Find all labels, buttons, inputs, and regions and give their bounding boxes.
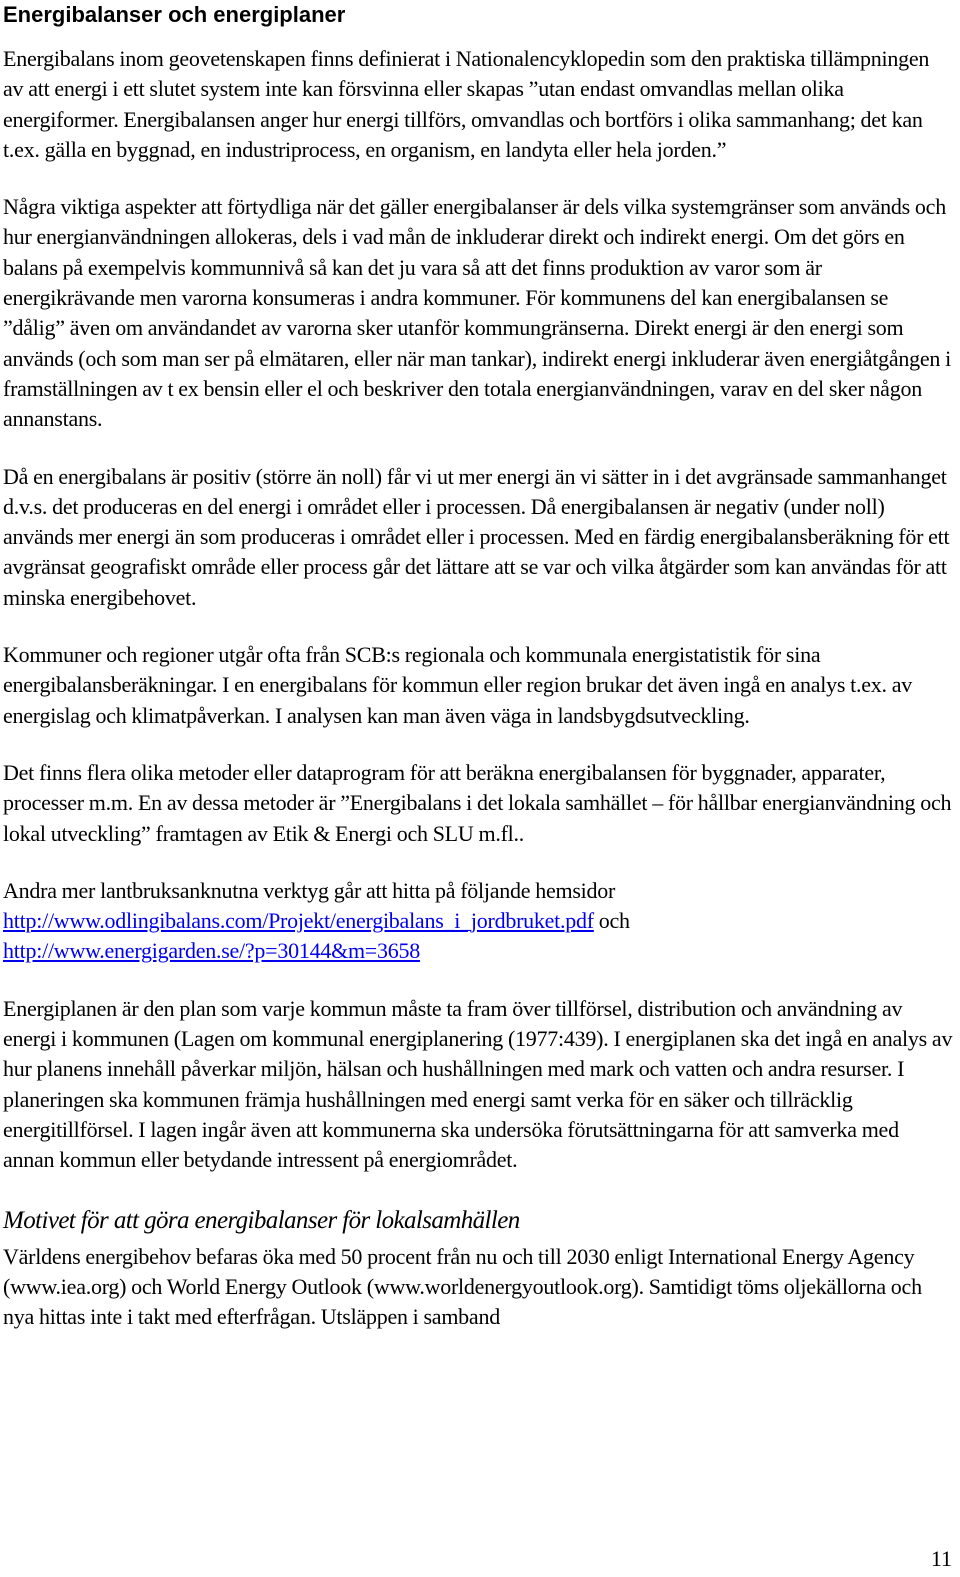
page-title: Energibalanser och energiplaner [3,2,346,27]
paragraph-energiplan: Energiplanen är den plan som varje kommun måste ta fram över tillförsel, distribution och användning av energi i kommunen (Lagen om kommunal energiplanering (1977:439). I energiplanen ska det ingå en analys av hur planens innehåll påverkar miljön, hälsan och hushållningen med mark och vatten och andra resurser. I planeringen ska kommunen främja hushållningen med energi samt verka för en säker och tillräcklig energitillförsel. I lagen ingår även att kommunerna ska undersöka förutsättningarna för att samverka med annan kommun eller betydande intressent på energiområdet. [3,995,953,1173]
link-conjunction: och [593,908,630,934]
document-page [3,0,953,1332]
paragraph-metoder: Det finns flera olika metoder eller dataprogram för att beräkna energibalansen för byggnader, apparater, processer m.m. En av dessa metoder är ”Energibalans i det lokala samhället – för hållbar energianvändning och lokal utveckling” framtagen av Etik & Energi och SLU m.fl.. [3,759,952,846]
paragraph-hemsidor [3,876,953,967]
paragraph-energibehov: Världens energibehov befaras öka med 50 procent från nu och till 2030 enligt International Energy Agency (www.iea.org) och World Energy Outlook (www.worldenergyoutlook.org). Samtidigt töms oljekällorna och nya hittas inte i takt med efterfrågan. Utsläppen i samband [3,1243,922,1330]
hemsidor-intro: Andra mer lantbruksanknutna verktyg går att hitta på följande hemsidor [3,877,616,903]
paragraph-energibalans-definition: Energibalans inom geovetenskapen finns definierat i Nationalencyklopedin som den praktiska tillämpningen av att energi i ett slutet system inte kan försvinna eller skapas ”utan endast omvandlas mellan olika energiformer. Energibalansen anger hur energi tillförs, omvandlas och bortförs i olika sammanhang; det kan t.ex. gälla en byggnad, en industriprocess, en organism, en landyta eller hela jorden.” [3,46,930,162]
link-energigarden[interactable]: http://www.energigarden.se/?p=30144&m=3658 [3,938,420,964]
section-subheading: Motivet för att göra energibalanser för lokalsamhällen [3,1206,520,1234]
paragraph-kommuner-regioner: Kommuner och regioner utgår ofta från SCB:s regionala och kommunala energistatistik för sina energibalansberäkningar. I en energibalans för kommun eller region brukar det även ingå en analys t.ex. av energislag och klimatpåverkan. I analysen kan man även väga in landsbygdsutveckling. [3,642,912,728]
page-number: 11 [930,1546,952,1571]
link-odlingibalans[interactable]: http://www.odlingibalans.com/Projekt/energibalans_i_jordbruket.pdf [3,908,594,934]
paragraph-aspekter: Några viktiga aspekter att förtydliga när det gäller energibalanser är dels vilka systemgränser som används och hur energianvändningen allokeras, dels i vad mån de inkluderar direkt och indirekt energi. Om det görs en balans på exempelvis kommunnivå så kan det ju vara så att det finns produktion av varor som är energikrävande men varorna konsumeras i andra kommuner. För kommunens del kan energibalansen se ”dålig” även om användandet av varorna sker utanför kommungränserna. Direkt energi är den energi som används (och som man ser på elmätaren, eller när man tankar), indirekt energi inkluderar även energiåtgången i framställningen av t ex bensin eller el och beskriver den totala energianvändningen, varav en del sker någon annanstans. [3,194,951,432]
paragraph-positiv-negativ: Då en energibalans är positiv (större än noll) får vi ut mer energi än vi sätter in i det avgränsade sammanhanget d.v.s. det produceras en del energi i området eller i processen. Då energibalansen är negativ (under noll) används mer energi än som produceras i området eller i processen. Med en färdig energibalansberäkning för ett avgränsat geografiskt område eller process går det lättare att se var och vilka åtgärder som kan användas för att minska energibehovet. [3,463,950,610]
